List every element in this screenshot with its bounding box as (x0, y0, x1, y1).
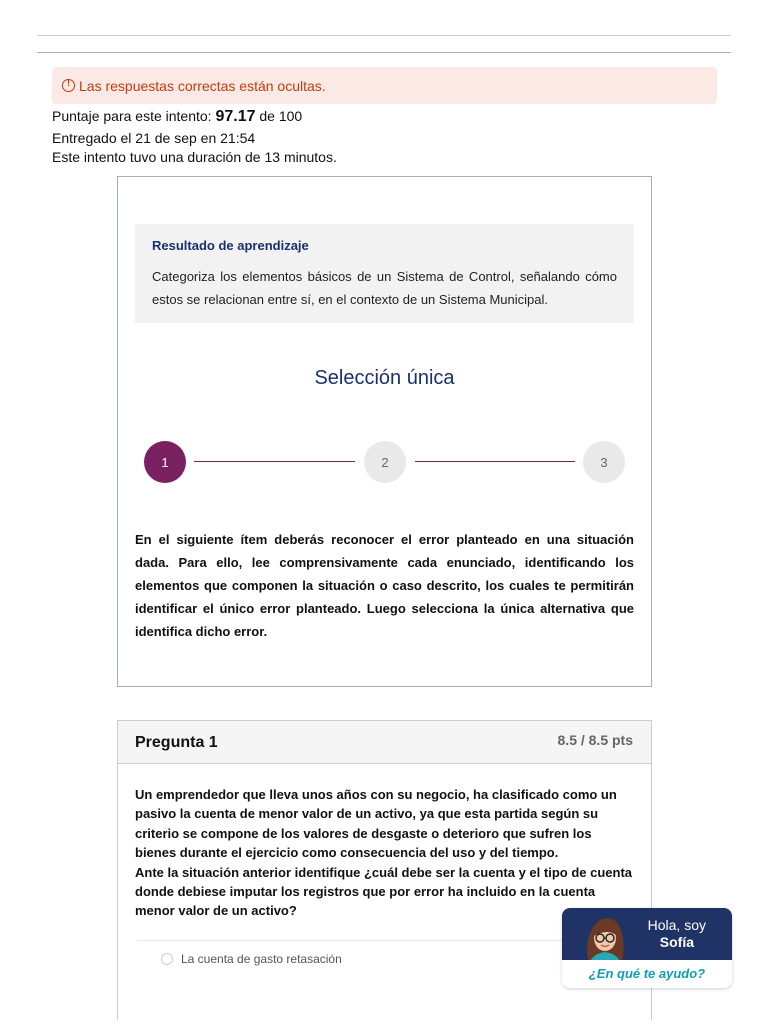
chat-cta[interactable]: ¿En qué te ayudo? (562, 960, 732, 988)
chat-header (562, 908, 732, 960)
learning-outcome-box (135, 224, 634, 323)
score-value: 97.17 (215, 108, 256, 125)
step-2[interactable]: 2 (364, 441, 406, 483)
chat-assistant-name: Sofía (659, 934, 694, 950)
question-header (118, 721, 651, 764)
question-text: Un emprendedor que lleva unos años con su negocio, ha clasificado como un pasivo la cuenta de menor valor de un activo, ya que esta partida según su criterio se compone de los valores de desgaste o deterioro que sufren los bienes durante el ejercicio como consecuencia del uso y del tiempo. Ante la situación anterior identifique ¿cuál debe ser la cuenta y el tipo de cuenta donde debiese imputar los registros que por error ha incluido en la cuenta menor valor de un activo? (135, 787, 633, 919)
step-connector-2 (415, 461, 575, 462)
chat-assistant-widget[interactable] (562, 908, 732, 988)
step-1[interactable]: 1 (144, 441, 186, 483)
learning-outcome-text: Categoriza los elementos básicos de un Sistema de Control, señalando cómo estos se relacionan entre sí, en el contexto de un Sistema Municipal. (152, 269, 617, 307)
step-connector-1 (194, 461, 355, 462)
instructions-text: En el siguiente ítem deberás reconocer el error planteado en una situación dada. Para ello, lee comprensivamente cada enunciado, identificando los elementos que componen la situación o caso descrito, los cuales te permitirán identificar el único error planteado. Luego selecciona la única alternativa que identifica dicho error. (135, 532, 634, 639)
section-title: Selección única (314, 367, 455, 389)
question-points: 8.5 / 8.5 pts (557, 732, 633, 748)
top-divider-2 (37, 52, 731, 53)
intro-card (117, 176, 652, 687)
answer-option-1[interactable] (161, 952, 342, 966)
chat-greeting: Hola, soy (647, 917, 706, 933)
alert-text: Las respuestas correctas están ocultas. (79, 77, 326, 94)
radio-button[interactable] (161, 953, 173, 965)
answer-option-label: La cuenta de gasto retasación (181, 952, 342, 966)
step-3[interactable]: 3 (583, 441, 625, 483)
warning-icon (62, 79, 75, 92)
option-divider (137, 940, 633, 941)
attempt-score: Puntaje para este intento: 97.17 de 100 (52, 108, 303, 125)
learning-outcome-title: Resultado de aprendizaje (152, 238, 309, 253)
question-title: Pregunta 1 (135, 734, 218, 751)
hidden-answers-alert (52, 67, 717, 104)
attempt-duration: Este intento tuvo una duración de 13 minutos. (52, 149, 337, 165)
attempt-submitted: Entregado el 21 de sep en 21:54 (52, 130, 256, 146)
top-divider (37, 35, 731, 36)
